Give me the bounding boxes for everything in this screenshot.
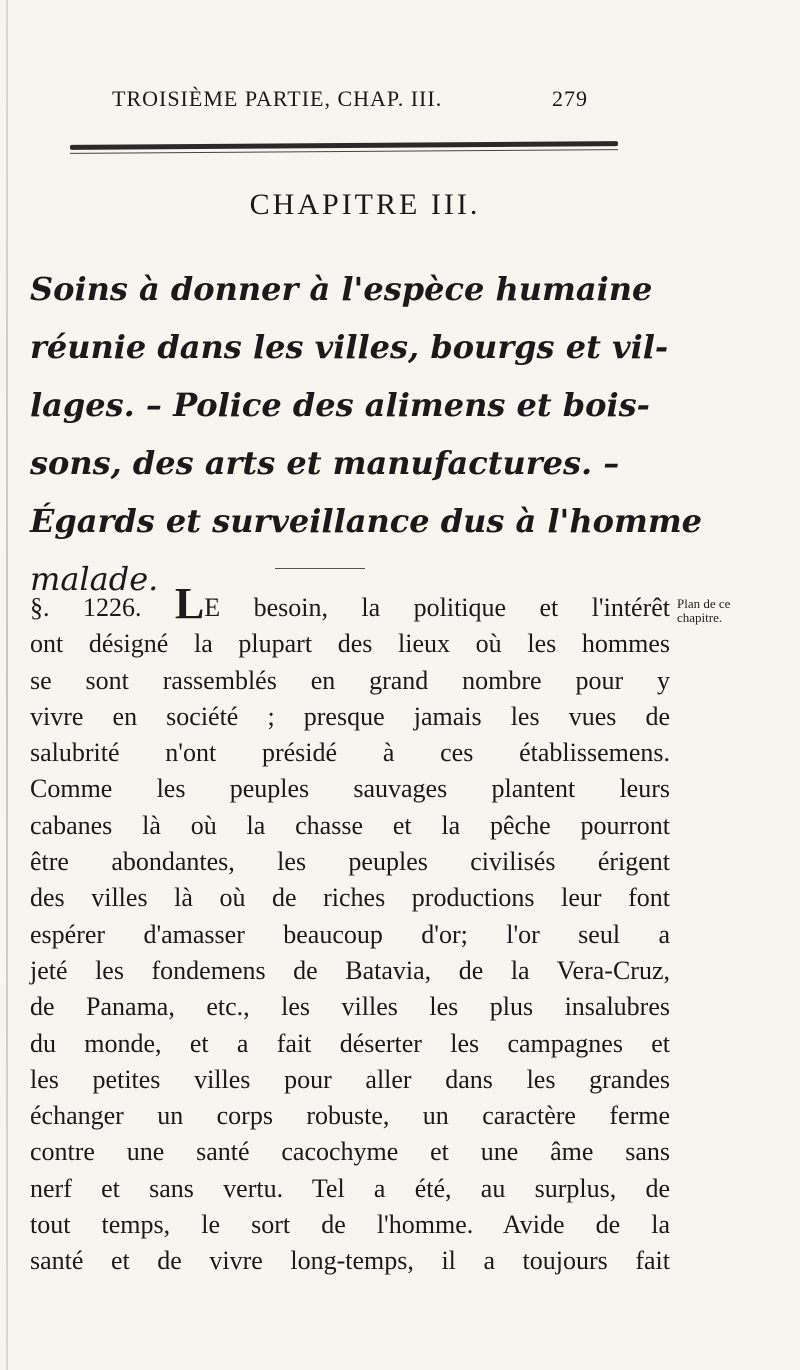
paragraph-line: nerf et sans vertu. Tel a été, au surplus, de bbox=[30, 1173, 670, 1203]
paragraph-line: contre une santé cacochyme et une âme sans bbox=[30, 1137, 670, 1167]
summary-line: Égards et surveillance dus à l'homme bbox=[30, 502, 703, 540]
page-number: 279 bbox=[552, 86, 588, 111]
section-mark: §. 1226. bbox=[30, 593, 142, 622]
margin-note-line: Plan de ce bbox=[677, 596, 731, 611]
paragraph-line: espérer d'amasser beaucoup d'or; l'or seul a bbox=[30, 919, 670, 949]
chapter-title: CHAPITRE III. bbox=[249, 188, 481, 221]
section-divider bbox=[275, 568, 365, 569]
margin-note-line: chapitre. bbox=[677, 610, 723, 625]
summary-line: malade. bbox=[30, 560, 159, 598]
paragraph-line: vivre en société ; presque jamais les vues de bbox=[30, 701, 670, 731]
paragraph-line: être abondantes, les peuples civilisés érigent bbox=[30, 847, 670, 877]
paragraph-line: salubrité n'ont présidé à ces établissemens. bbox=[30, 738, 670, 768]
margin-note bbox=[677, 597, 797, 625]
summary-line: réunie dans les villes, bourgs et vil- bbox=[30, 328, 669, 366]
paragraph-line: jeté les fondemens de Batavia, de la Vera-Cruz, bbox=[30, 955, 670, 985]
summary-line: lages. – Police des alimens et bois- bbox=[30, 386, 650, 424]
paragraph-line: cabanes là où la chasse et la pêche pourront bbox=[30, 810, 670, 840]
running-head bbox=[112, 86, 632, 112]
paragraph-line: santé et de vivre long-temps, il a toujours fait bbox=[30, 1246, 670, 1276]
summary-line: Soins à donner à l'espèce humaine bbox=[30, 270, 653, 308]
paragraph-line: du monde, et a fait déserter les campagnes et bbox=[30, 1028, 670, 1058]
paragraph-line: de Panama, etc., les villes les plus insalubres bbox=[30, 992, 670, 1022]
paragraph-line: les petites villes pour aller dans les grandes bbox=[30, 1064, 670, 1094]
paragraph-line: se sont rassemblés en grand nombre pour y bbox=[30, 665, 670, 695]
paragraph-line: tout temps, le sort de l'homme. Avide de la bbox=[30, 1210, 670, 1240]
running-title: TROISIÈME PARTIE, CHAP. III. bbox=[112, 86, 443, 111]
summary-line: sons, des arts et manufactures. – bbox=[30, 444, 620, 482]
paragraph-line: des villes là où de riches productions leur font bbox=[30, 883, 670, 913]
header-rule-thin bbox=[70, 149, 618, 154]
header-rule-thick bbox=[70, 141, 618, 150]
paragraph-line: ont désigné la plupart des lieux où les hommes bbox=[30, 629, 670, 659]
drop-cap: L bbox=[174, 579, 205, 628]
chapter-summary bbox=[30, 260, 730, 608]
first-line-text: E besoin, la politique et l'intérêt bbox=[204, 593, 671, 622]
paragraph-line: échanger un corps robuste, un caractère ferme bbox=[30, 1101, 670, 1131]
paragraph-line: Comme les peuples sauvages plantent leurs bbox=[30, 774, 670, 804]
